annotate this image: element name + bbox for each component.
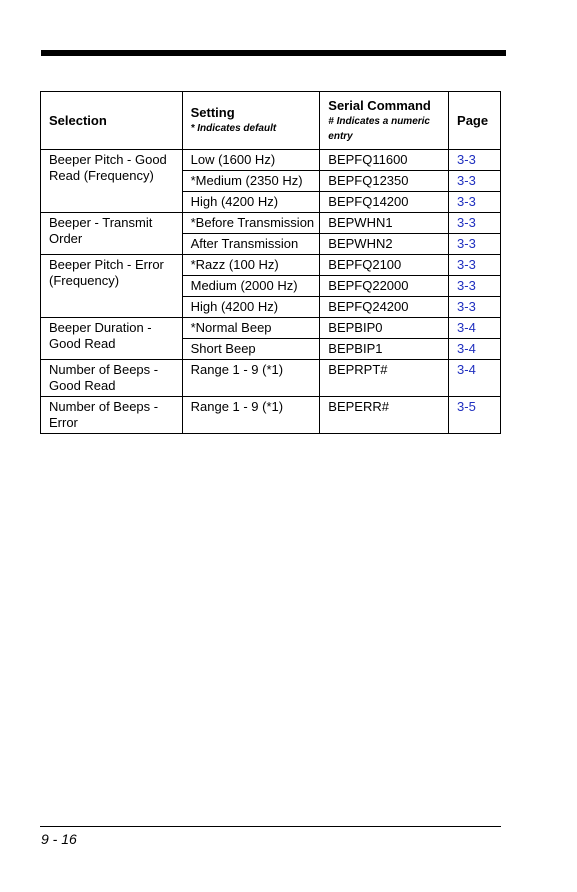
header-setting-label: Setting (190, 105, 235, 120)
header-serial-note: # Indicates a numeric entry (328, 115, 430, 142)
header-setting-note: * Indicates default (190, 123, 277, 134)
selection-cell: Number of Beeps - Error (41, 397, 183, 434)
header-serial-label: Serial Command (328, 97, 431, 113)
page-link-text[interactable]: 3-4 (457, 320, 476, 335)
page-link[interactable] (449, 150, 501, 171)
header-setting (182, 92, 320, 150)
setting-cell: Medium (2000 Hz) (182, 276, 320, 297)
page-link[interactable] (449, 297, 501, 318)
serial-command-cell: BEPFQ24200 (320, 297, 449, 318)
table-row (41, 213, 501, 234)
top-rule (41, 50, 506, 56)
table-row (41, 150, 501, 171)
page-link[interactable] (449, 276, 501, 297)
serial-command-cell: BEPWHN2 (320, 234, 449, 255)
table-row (41, 318, 501, 339)
page-link-text[interactable]: 3-3 (457, 278, 476, 293)
table-row (41, 397, 501, 434)
page-link-text[interactable]: 3-3 (457, 152, 476, 167)
command-table (40, 91, 501, 434)
page-link-text[interactable]: 3-3 (457, 194, 476, 209)
setting-cell: *Before Transmission (182, 213, 320, 234)
page-number: 9 - 16 (41, 831, 77, 847)
serial-command-cell: BEPFQ22000 (320, 276, 449, 297)
header-page: Page (449, 92, 501, 150)
serial-command-cell: BEPFQ12350 (320, 171, 449, 192)
serial-command-cell: BEPFQ14200 (320, 192, 449, 213)
page-link-text[interactable]: 3-3 (457, 236, 476, 251)
page-link-text[interactable]: 3-4 (457, 362, 476, 377)
page-link-text[interactable]: 3-3 (457, 299, 476, 314)
header-serial-command (320, 92, 449, 150)
serial-command-cell: BEPBIP1 (320, 339, 449, 360)
header-selection: Selection (41, 92, 183, 150)
page-link[interactable] (449, 192, 501, 213)
page-link[interactable] (449, 360, 501, 397)
selection-cell: Beeper - Transmit Order (41, 213, 183, 255)
serial-command-cell: BEPRPT# (320, 360, 449, 397)
serial-command-cell: BEPBIP0 (320, 318, 449, 339)
page-link-text[interactable]: 3-4 (457, 341, 476, 356)
serial-command-cell: BEPWHN1 (320, 213, 449, 234)
setting-cell: Low (1600 Hz) (182, 150, 320, 171)
table-row (41, 360, 501, 397)
setting-cell: Range 1 - 9 (*1) (182, 360, 320, 397)
page-link-text[interactable]: 3-5 (457, 399, 476, 414)
serial-command-cell: BEPFQ2100 (320, 255, 449, 276)
setting-cell: Short Beep (182, 339, 320, 360)
setting-cell: *Medium (2350 Hz) (182, 171, 320, 192)
setting-cell: Range 1 - 9 (*1) (182, 397, 320, 434)
serial-command-cell: BEPFQ11600 (320, 150, 449, 171)
page-link[interactable] (449, 397, 501, 434)
table-header-row (41, 92, 501, 150)
setting-cell: After Transmission (182, 234, 320, 255)
page-link[interactable] (449, 234, 501, 255)
bottom-rule (40, 826, 501, 827)
serial-command-cell: BEPERR# (320, 397, 449, 434)
page-link[interactable] (449, 339, 501, 360)
setting-cell: High (4200 Hz) (182, 297, 320, 318)
table-row (41, 255, 501, 276)
selection-cell: Beeper Pitch - Good Read (Frequency) (41, 150, 183, 213)
page-link[interactable] (449, 255, 501, 276)
setting-cell: High (4200 Hz) (182, 192, 320, 213)
page-link[interactable] (449, 213, 501, 234)
page-link[interactable] (449, 171, 501, 192)
setting-cell: *Razz (100 Hz) (182, 255, 320, 276)
selection-cell: Number of Beeps - Good Read (41, 360, 183, 397)
selection-cell: Beeper Duration - Good Read (41, 318, 183, 360)
page-link-text[interactable]: 3-3 (457, 257, 476, 272)
page-link-text[interactable]: 3-3 (457, 173, 476, 188)
setting-cell: *Normal Beep (182, 318, 320, 339)
page-link[interactable] (449, 318, 501, 339)
selection-cell: Beeper Pitch - Error (Frequency) (41, 255, 183, 318)
table-body (41, 150, 501, 434)
page-link-text[interactable]: 3-3 (457, 215, 476, 230)
